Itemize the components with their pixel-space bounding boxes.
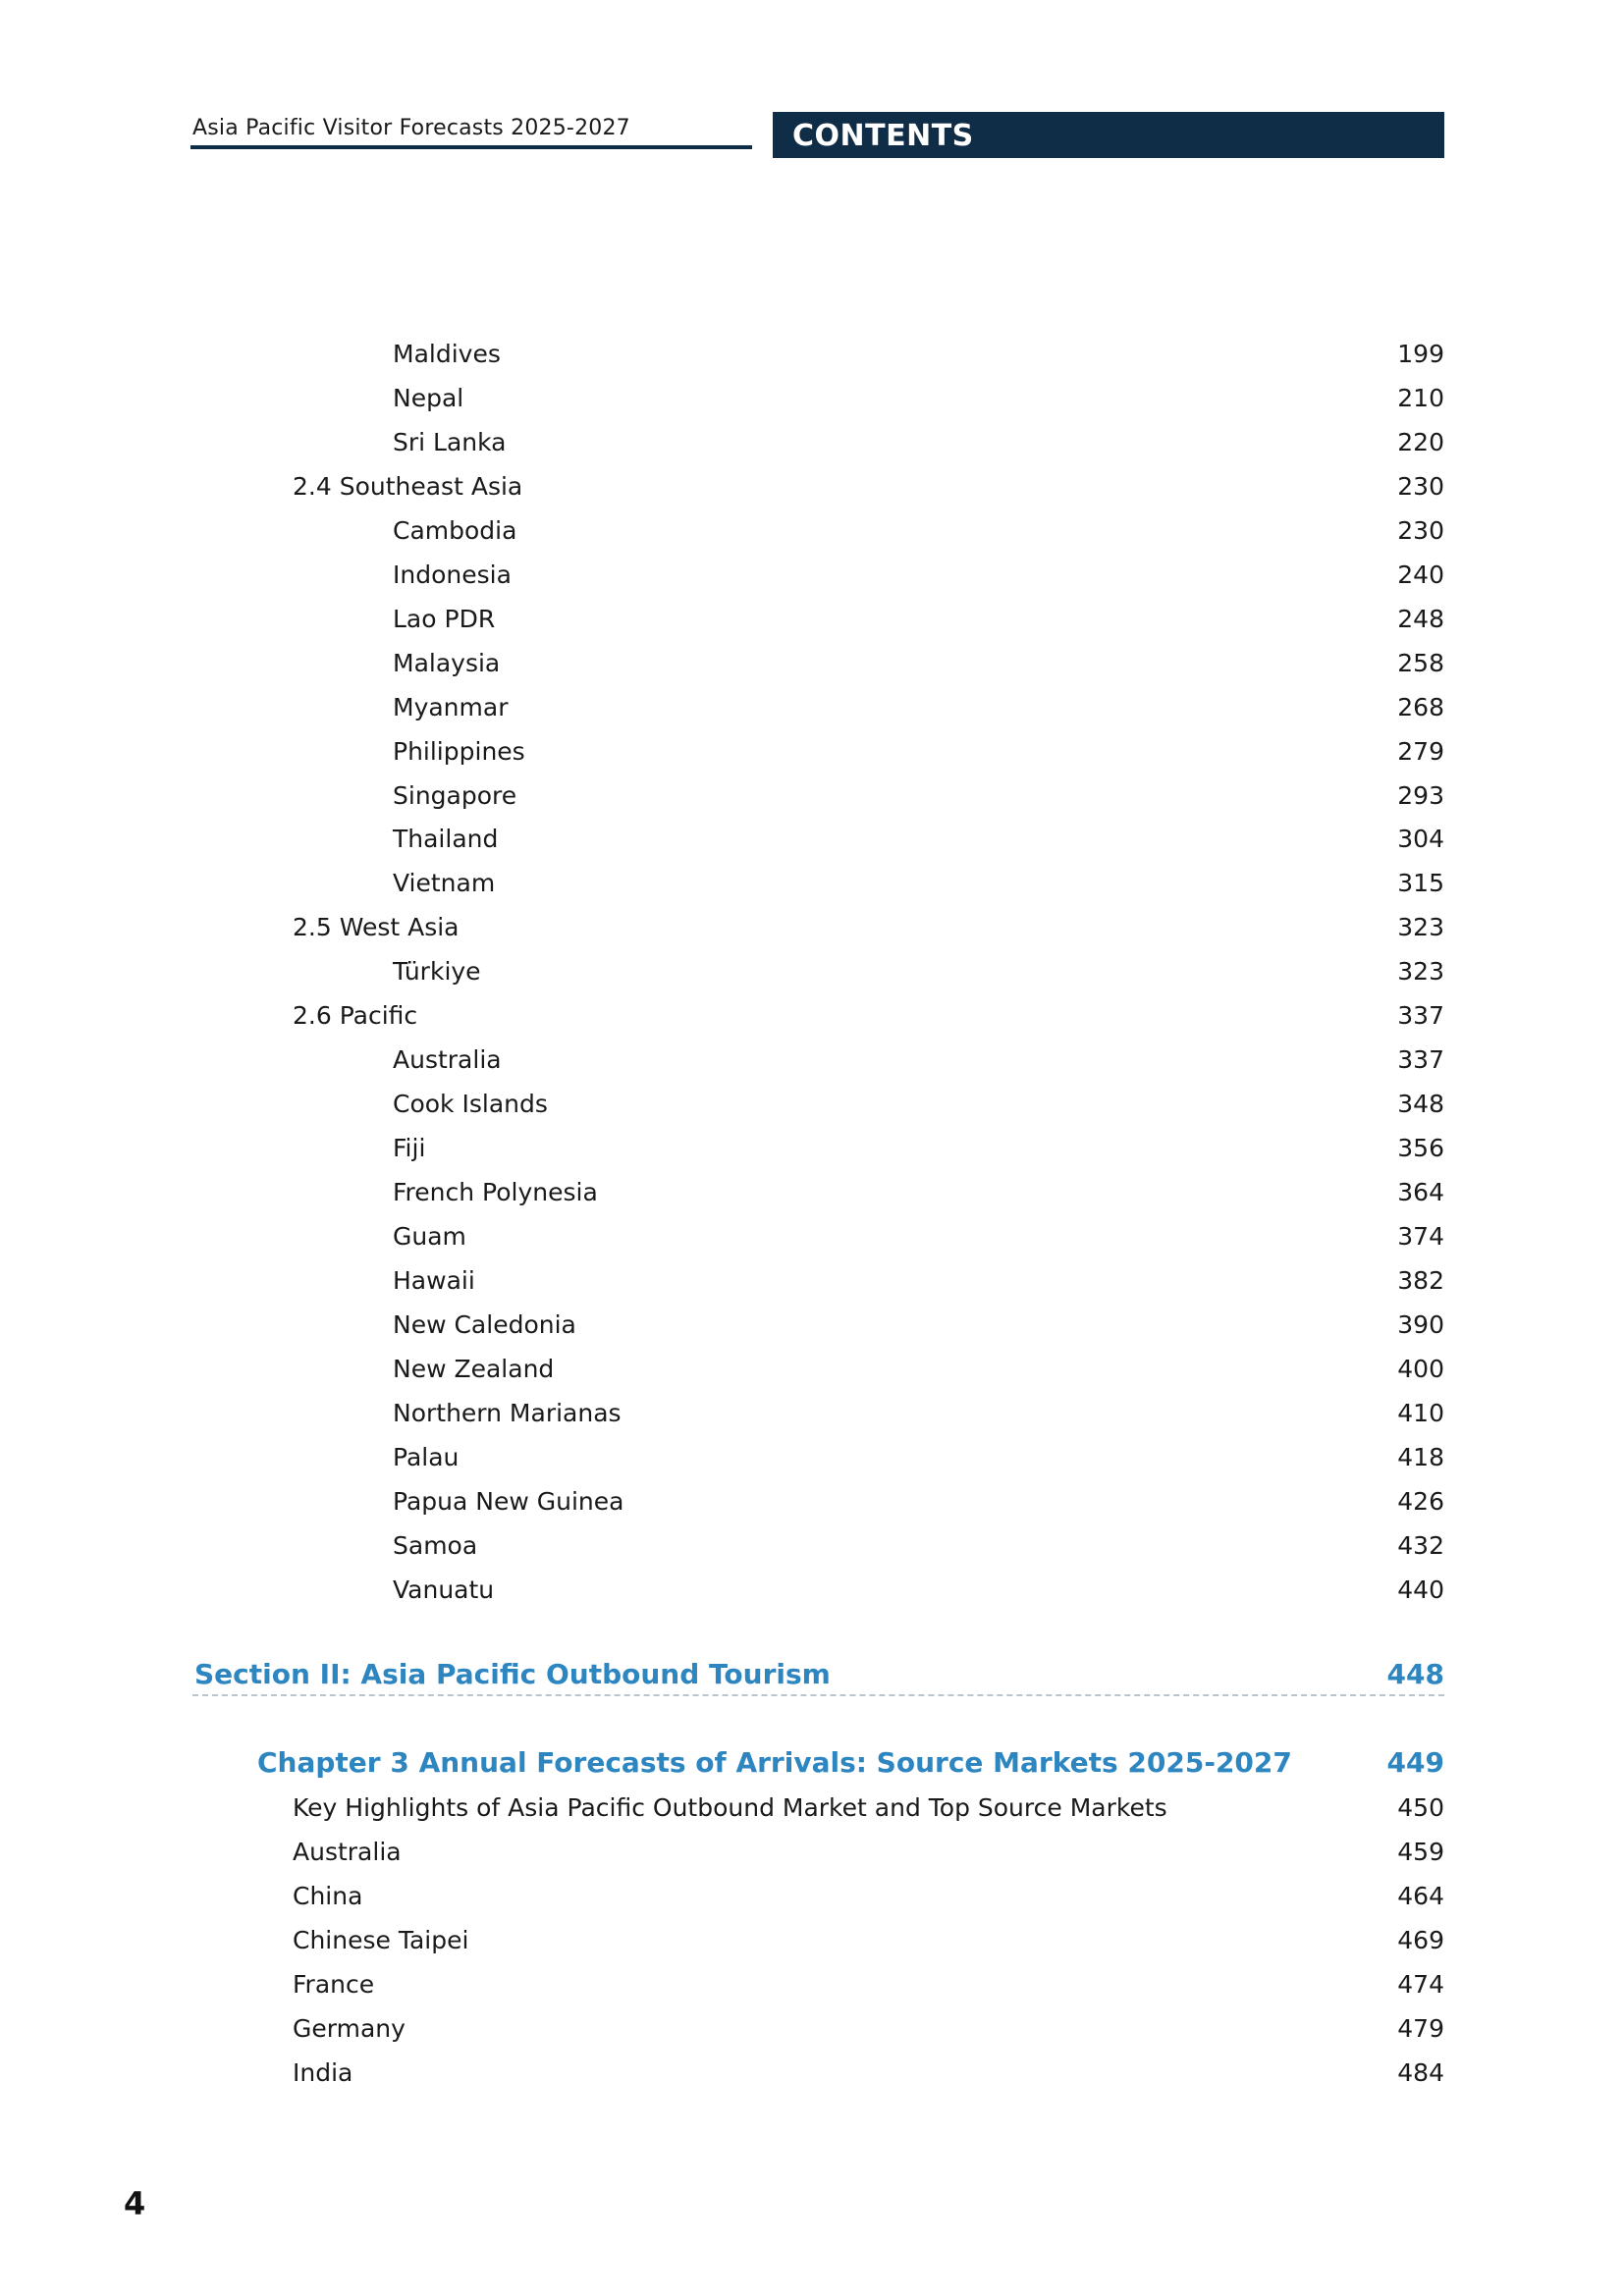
toc-entry-page: 469 <box>1397 1925 1444 1954</box>
toc-entry-label: Sri Lanka <box>393 427 507 456</box>
toc-entry[interactable] <box>393 688 1444 727</box>
toc-entry-label: Northern Marianas <box>393 1398 622 1427</box>
toc-entry-page: 374 <box>1397 1222 1444 1251</box>
toc-entry-label: Papua New Guinea <box>393 1486 624 1516</box>
toc-entry-label: Nepal <box>393 383 464 412</box>
toc-entry-page: 258 <box>1397 648 1444 677</box>
toc-entry-page: 210 <box>1397 383 1444 412</box>
toc-entry-label: France <box>293 1969 375 1999</box>
toc-entry-label: Australia <box>393 1045 502 1075</box>
toc-entry-label: Türkiye <box>393 957 481 987</box>
toc-entry-label: 2.4 Southeast Asia <box>293 471 523 501</box>
contents-heading: CONTENTS <box>792 119 974 153</box>
toc-entry[interactable] <box>393 1306 1444 1345</box>
toc-entry[interactable] <box>293 2054 1444 2093</box>
toc-entry[interactable] <box>393 1085 1444 1124</box>
toc-entry[interactable] <box>393 600 1444 639</box>
toc-entry[interactable] <box>393 1350 1444 1389</box>
toc-entry-label: Fiji <box>393 1134 426 1163</box>
toc-entry-page: 382 <box>1397 1265 1444 1295</box>
toc-entry-page: 450 <box>1397 1793 1444 1822</box>
toc-entry-page: 348 <box>1397 1090 1444 1119</box>
toc-entry-label: Palau <box>393 1442 460 1471</box>
toc-entry-page: 323 <box>1397 957 1444 987</box>
toc-entry-label: Vietnam <box>393 869 496 898</box>
toc-entry-label: Cook Islands <box>393 1090 548 1119</box>
toc-entry[interactable] <box>393 952 1444 991</box>
toc-entry-label: 2.6 Pacific <box>293 1001 418 1031</box>
toc-entry-page: 323 <box>1397 913 1444 942</box>
toc-entry[interactable] <box>393 1041 1444 1080</box>
toc-entry[interactable] <box>393 1526 1444 1566</box>
contents-banner <box>773 112 1444 158</box>
toc-entry-label: French Polynesia <box>393 1178 598 1207</box>
toc-entry-page: 304 <box>1397 825 1444 854</box>
toc-entry-page: 410 <box>1397 1398 1444 1427</box>
toc-entry[interactable] <box>293 1921 1444 1960</box>
toc-entry[interactable] <box>293 1789 1444 1828</box>
toc-entry-page: 400 <box>1397 1354 1444 1383</box>
toc-entry-page: 390 <box>1397 1309 1444 1339</box>
page-number: 4 <box>124 2185 146 2222</box>
toc-entry[interactable] <box>393 335 1444 374</box>
toc-entry-page: 230 <box>1397 471 1444 501</box>
toc-entry-page: 440 <box>1397 1575 1444 1604</box>
toc-entry-label: Singapore <box>393 780 517 810</box>
toc-entry[interactable] <box>393 1261 1444 1301</box>
toc-entry[interactable] <box>393 644 1444 683</box>
toc-entry-page: 315 <box>1397 869 1444 898</box>
toc-entry[interactable] <box>293 2009 1444 2049</box>
toc-entry[interactable] <box>293 1833 1444 1872</box>
toc-entry-label: Key Highlights of Asia Pacific Outbound Market and Top Source Markets <box>293 1793 1167 1822</box>
toc-entry[interactable] <box>393 511 1444 551</box>
toc-entry[interactable] <box>393 1129 1444 1168</box>
toc-entry-label: Philippines <box>393 736 525 766</box>
toc-entry[interactable] <box>293 996 1444 1036</box>
document-title: Asia Pacific Visitor Forecasts 2025-2027 <box>192 116 630 140</box>
toc-entry[interactable] <box>393 379 1444 418</box>
toc-entry[interactable] <box>293 1965 1444 2004</box>
toc-entry[interactable] <box>393 864 1444 903</box>
toc-entry-page: 479 <box>1397 2013 1444 2043</box>
toc-entry-label: 2.5 West Asia <box>293 913 460 942</box>
toc-entry[interactable] <box>393 1217 1444 1256</box>
toc-entry-label: Vanuatu <box>393 1575 495 1604</box>
toc-entry[interactable] <box>293 467 1444 507</box>
toc-entry-label: Maldives <box>393 340 501 368</box>
toc-entry-page: 474 <box>1397 1969 1444 1999</box>
toc-entry-label: India <box>293 2057 353 2087</box>
toc-entry-page: 426 <box>1397 1486 1444 1516</box>
toc-entry[interactable] <box>293 908 1444 947</box>
toc-entry[interactable] <box>393 1482 1444 1522</box>
toc-entry-label: Indonesia <box>393 560 512 589</box>
toc-entry[interactable] <box>393 776 1444 816</box>
toc-entry-page: 418 <box>1397 1442 1444 1471</box>
toc-entry-page: 432 <box>1397 1530 1444 1560</box>
toc-entry-page: 199 <box>1397 340 1444 368</box>
toc-entry[interactable] <box>393 423 1444 462</box>
toc-entry[interactable] <box>393 556 1444 595</box>
toc-entry-label: Hawaii <box>393 1265 475 1295</box>
toc-chapter-page: 449 <box>1386 1746 1444 1779</box>
toc-entry-page: 459 <box>1397 1837 1444 1866</box>
toc-entry-label: China <box>293 1881 363 1910</box>
toc-chapter-entry[interactable] <box>257 1743 1444 1783</box>
toc-entry-label: Malaysia <box>393 648 501 677</box>
toc-entry-label: Guam <box>393 1222 466 1251</box>
toc-entry[interactable] <box>393 732 1444 772</box>
toc-entry-page: 356 <box>1397 1134 1444 1163</box>
toc-entry-page: 484 <box>1397 2057 1444 2087</box>
toc-entry-page: 248 <box>1397 604 1444 633</box>
toc-entry-page: 230 <box>1397 515 1444 545</box>
toc-entry-label: Myanmar <box>393 692 509 721</box>
toc-entry-page: 293 <box>1397 780 1444 810</box>
toc-entry-label: Samoa <box>393 1530 478 1560</box>
toc-entry-page: 337 <box>1397 1045 1444 1075</box>
toc-entry[interactable] <box>293 1877 1444 1916</box>
toc-entry-page: 220 <box>1397 427 1444 456</box>
toc-entry[interactable] <box>393 1394 1444 1433</box>
running-header <box>190 112 752 149</box>
toc-section-label: Section II: Asia Pacific Outbound Tourism <box>194 1658 831 1690</box>
toc-entry-page: 268 <box>1397 692 1444 721</box>
toc-entry-page: 240 <box>1397 560 1444 589</box>
toc-entry-label: Lao PDR <box>393 604 496 633</box>
toc-entry[interactable] <box>393 1438 1444 1477</box>
toc-entry-label: Thailand <box>393 825 499 854</box>
toc-entry-page: 364 <box>1397 1178 1444 1207</box>
toc-entry-label: Cambodia <box>393 515 517 545</box>
toc-entry[interactable] <box>393 1173 1444 1212</box>
toc-section-page: 448 <box>1386 1658 1444 1690</box>
toc-section-entry[interactable] <box>192 1655 1444 1696</box>
toc-entry-label: New Zealand <box>393 1354 555 1383</box>
toc-entry[interactable] <box>393 820 1444 859</box>
toc-chapter-label: Chapter 3 Annual Forecasts of Arrivals: Source Markets 2025-2027 <box>257 1746 1292 1779</box>
toc-entry-page: 464 <box>1397 1881 1444 1910</box>
toc-entry[interactable] <box>393 1571 1444 1610</box>
toc-entry-label: Australia <box>293 1837 402 1866</box>
toc-entry-label: Germany <box>293 2013 406 2043</box>
toc-entry-label: New Caledonia <box>393 1309 576 1339</box>
toc-entry-page: 337 <box>1397 1001 1444 1031</box>
toc-entry-page: 279 <box>1397 736 1444 766</box>
toc-entry-label: Chinese Taipei <box>293 1925 469 1954</box>
